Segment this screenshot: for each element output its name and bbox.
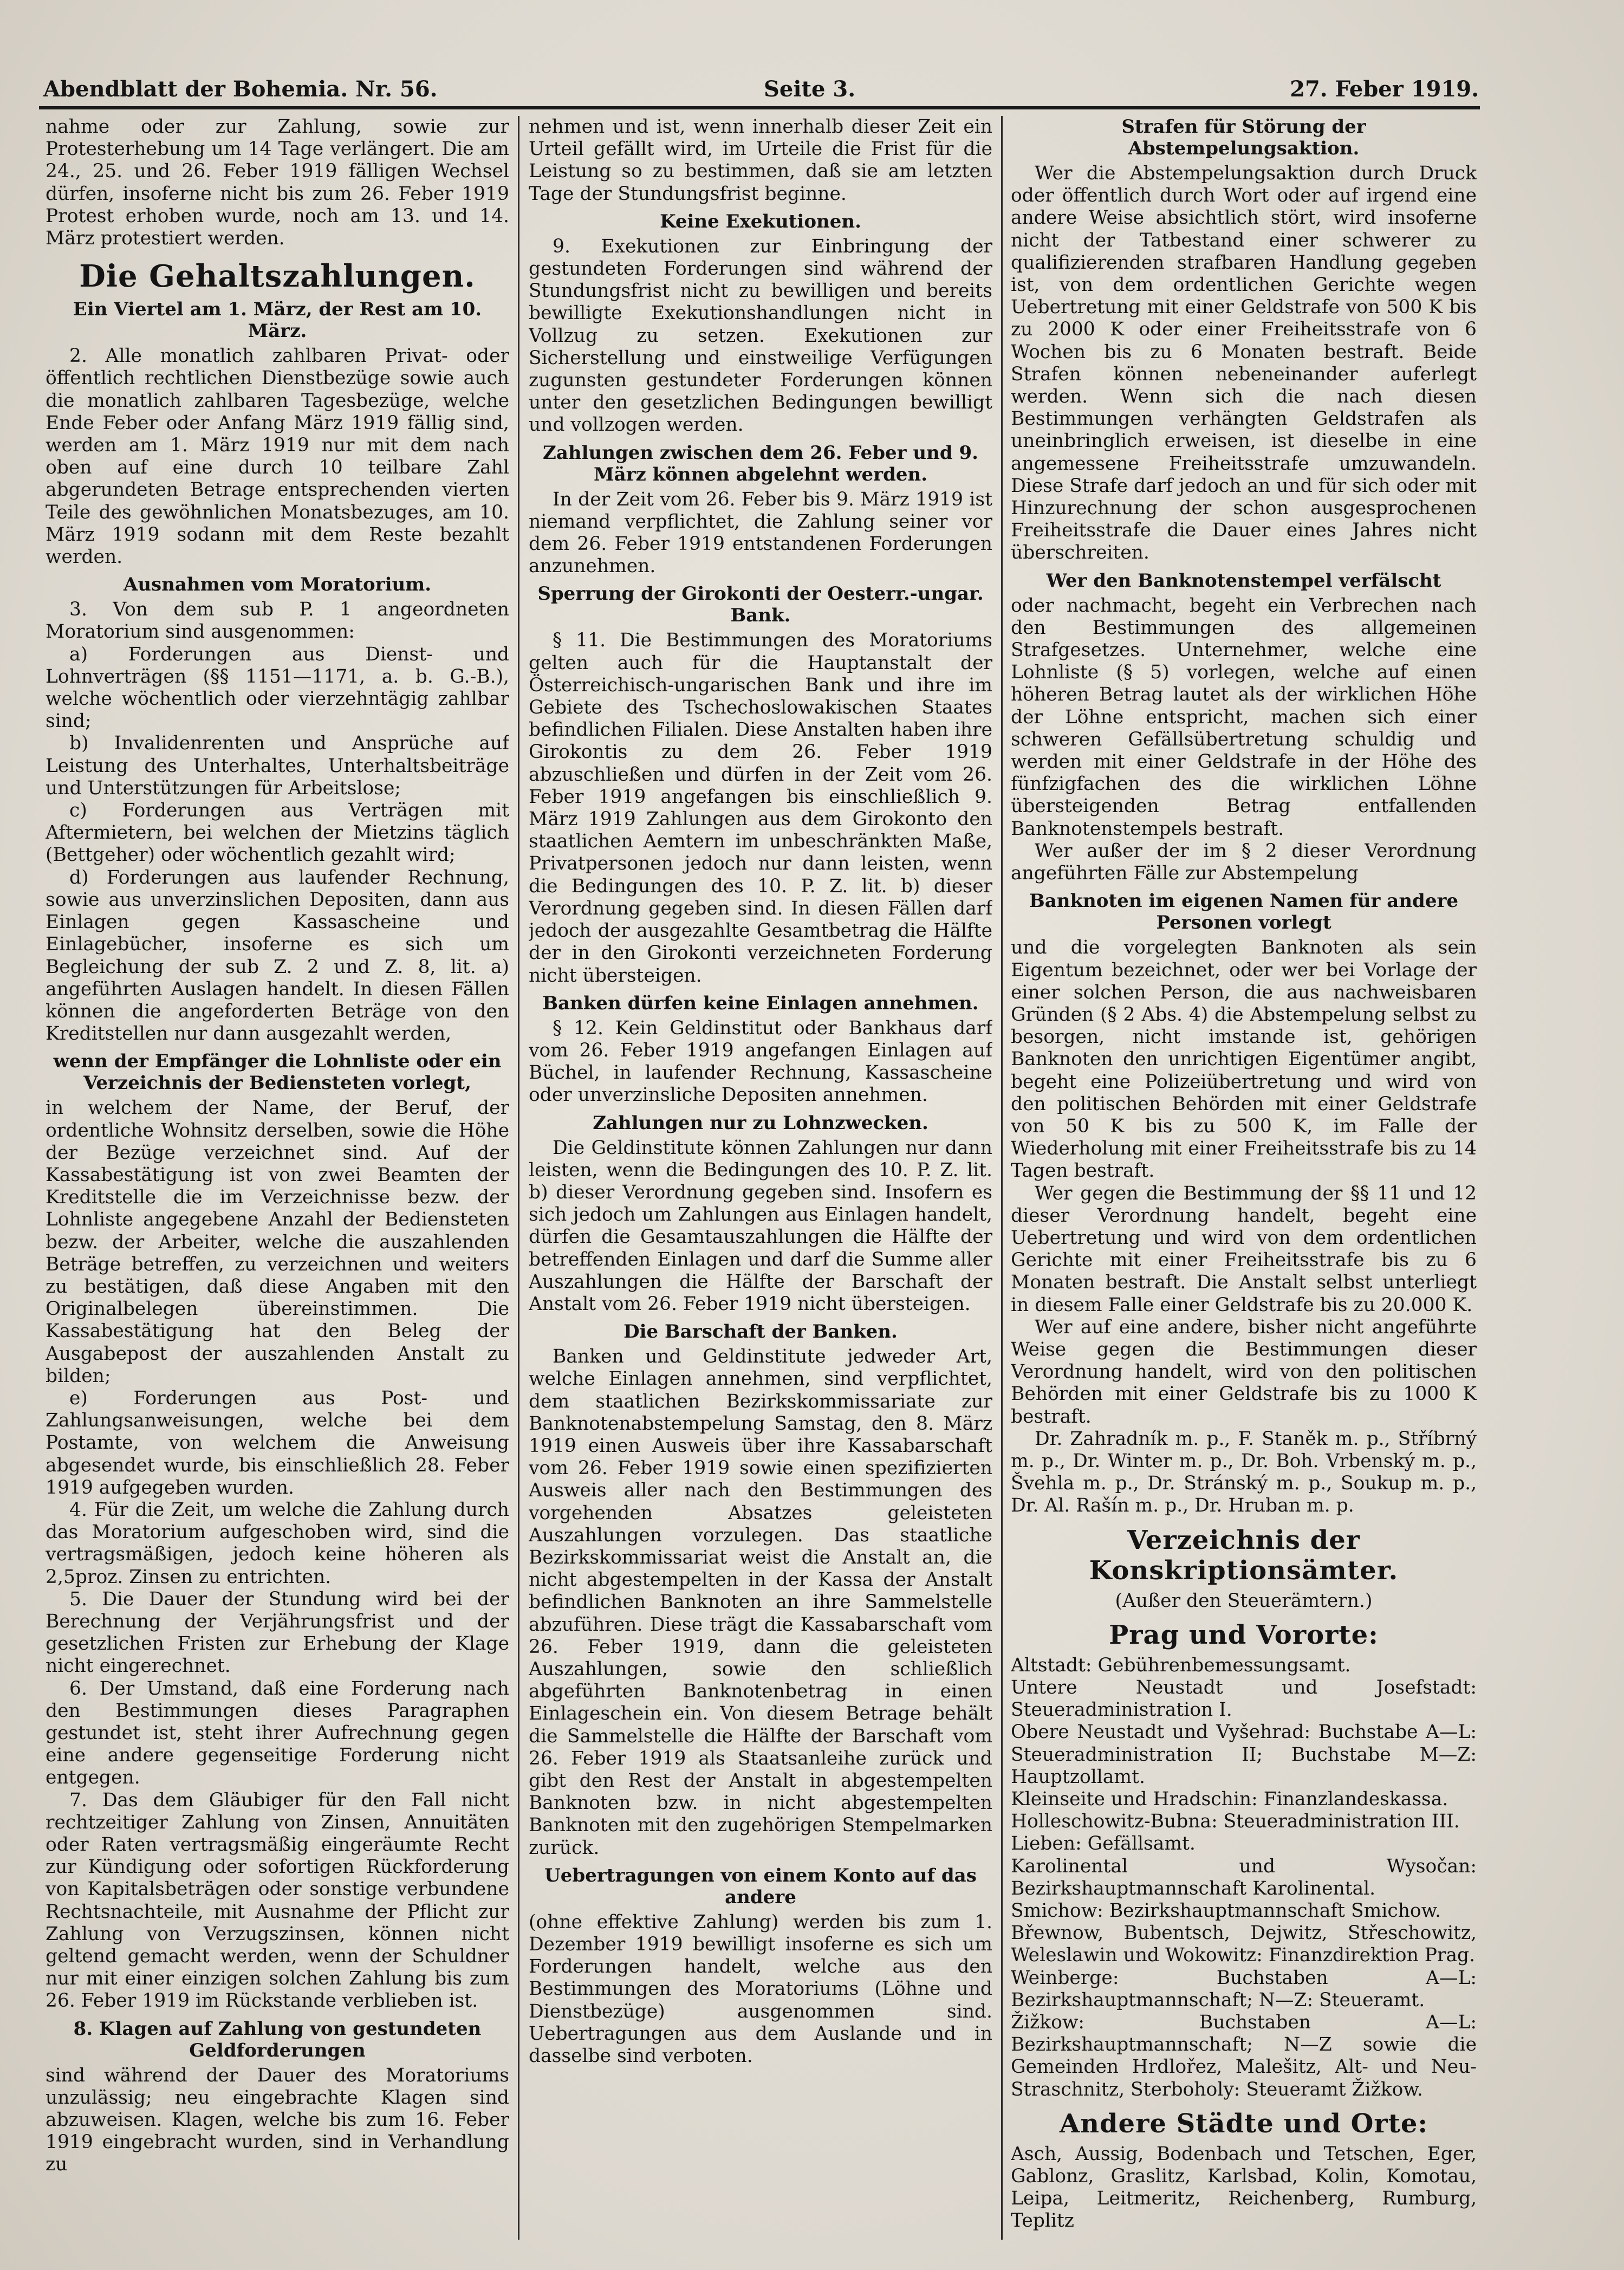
paragraph: In der Zeit vom 26. Feber bis 9. März 1919 ist niemand verpflichtet, die Zahlung seiner vor dem 26. Feber 1919 entstandenen Forderungen anzunehmen. xyxy=(529,488,992,578)
list-item: Lieben: Gefällsamt. xyxy=(1011,1833,1196,1855)
paragraph: Wer die Abstempelungsaktion durch Druck oder öffentlich durch Wort oder auf irgend eine andere Weise absichtlich stört, wird insoferne nicht der Tatbestand einer schwerer zu qualifizierenden strafbaren Handlung gegeben ist, von dem ordentlichen Gerichte wegen Uebertretung mit einer Geldstrafe von 500 K bis zu 2000 K oder einer Freiheitsstrafe von 6 Wochen bis zu 6 Monaten bestraft. Beide Strafen können nebeneinander auferlegt werden. Wenn sich die nach diesen Bestimmungen verhängten Geldstrafen als uneinbringlich erweisen, ist dieselbe in eine angemessene Freiheitsstrafe umzuwandeln. Diese Strafe darf jedoch an und für sich oder mit Hinzurechnung der schon ausgesprochenen Freiheitsstrafe die Dauer eines Jahres nicht überschreiten. xyxy=(1011,163,1477,564)
paragraph: 7. Das dem Gläubiger für den Fall nicht rechtzeitiger Zahlung von Zinsen, Annuitäten oder Raten vertragsmäßig eingeräumte Recht zur Kündigung oder sofortigen Rückforderung von Kapitalsbeträgen oder sonstige verbundene Rechtsnachteile, mit Ausnahme der Pflicht zur Zahlung von Verzugszinsen, können nicht geltend gemacht werden, wenn der Schuldner nur mit einer einzigen solchen Zahlung bis zum 26. Feber 1919 im Rückstande verblieben ist. xyxy=(46,1789,509,2012)
paragraph: nahme oder zur Zahlung, sowie zur Protesterhebung um 14 Tage verlängert. Die am 24., 25. und 26. Feber 1919 fälligen Wechsel dürfen, insoferne nicht bis zum 26. Feber 1919 Protest erhoben wurde, noch am 13. und 14. März protestiert werden. xyxy=(46,116,509,250)
header-rule xyxy=(39,106,1480,109)
list-item: Obere Neustadt und Vyšehrad: Buchstabe A—L: Steueradministration II; Buchstabe M—Z: Hauptzollamt. xyxy=(1011,1721,1477,1788)
paragraph: Wer gegen die Bestimmung der §§ 11 und 12 dieser Verordnung handelt, begeht eine Uebertretung und wird von dem ordentlichen Gerichte mit einer Freiheitsstrafe bis zu 6 Monaten bestraft. Die Anstalt selbst unterliegt in diesem Falle einer Geldstrafe bis zu 20.000 K. xyxy=(1011,1182,1477,1316)
paragraph: a) Forderungen aus Dienst- und Lohnverträgen (§§ 1151—1171, a. b. G.-B.), welche wöchentlich oder vierzehntägig zahlbar sind; xyxy=(46,643,509,732)
paragraph: c) Forderungen aus Verträgen mit Aftermietern, bei welchen der Mietzins täglich (Bettgeher) oder wöchentlich gezahlt wird; xyxy=(46,800,509,866)
section-heading: Verzeichnis der Konskriptionsämter. xyxy=(1089,1525,1399,1586)
header-date: 27. Feber 1919. xyxy=(1290,76,1479,102)
paragraph: sind während der Dauer des Moratoriums unzulässig; neu eingebrachte Klagen sind abzuweisen. Klagen, welche bis zum 16. Feber 1919 eingebracht wurden, sind in Verhandlung zu xyxy=(46,2064,509,2176)
paragraph: in welchem der Name, der Beruf, der ordentliche Wohnsitz derselben, sowie die Höhe der Bezüge verzeichnet sind. Auf der Kassabestätigung ist von zwei Beamten der Kreditstelle die im Verzeichnisse bezw. der Lohnliste angegebene Anzahl der Bediensteten bezw. der Arbeiter, welche die auszahlenden Beträge betreffen, zu verzeichnen und weiters zu bestätigen, daß diese Angaben mit den Originalbelegen übereinstimmen. Die Kassabestätigung hat den Beleg der Ausgabepost der auszahlenden Anstalt zu bilden; xyxy=(46,1097,509,1387)
section-heading: Andere Städte und Orte: xyxy=(1059,2108,1428,2139)
section-heading: Prag und Vororte: xyxy=(1109,1619,1379,1650)
sub-heading: 8. Klagen auf Zahlung von gestundeten Geldforderungen xyxy=(73,2018,482,2061)
list-item: Smichow: Bezirkshauptmannschaft Smichow. xyxy=(1011,1900,1441,1922)
paragraph: Wer außer der im § 2 dieser Verordnung angeführten Fälle zur Abstempelung xyxy=(1011,840,1477,885)
sub-heading: Strafen für Störung der Abstempelungsaktion. xyxy=(1121,116,1366,159)
section-subtitle: (Außer den Steuerämtern.) xyxy=(1115,1590,1373,1612)
sub-heading: Uebertragungen von einem Konto auf das andere xyxy=(544,1864,977,1908)
list-item: Břewnow, Bubentsch, Dejwitz, Střeschowitz, Weleslawin und Wokowitz: Finanzdirektion Prag. xyxy=(1011,1922,1477,1967)
sub-heading: Ausnahmen vom Moratorium. xyxy=(123,574,432,596)
paragraph: d) Forderungen aus laufender Rechnung, sowie aus unverzinslichen Depositen, dann aus Einlagen gegen Kassascheine und Einlagebücher, insoferne es sich um Begleichung der sub Z. 2 und Z. 8, lit. a) angeführten Auslagen handelt. In diesen Fällen können die angeforderten Beträge von den Kreditstellen nur dann ausgezahlt werden, xyxy=(46,866,509,1045)
paragraph: § 11. Die Bestimmungen des Moratoriums gelten auch für die Hauptanstalt der Österreichisch-ungarischen Bank und ihre im Gebiete des Tschechoslowakischen Staates befindlichen Filialen. Diese Anstalten haben ihre Girokontis zu dem 26. Feber 1919 abzuschließen und dürfen in der Zeit vom 26. Feber 1919 angefangen bis einschließlich 9. März 1919 Zahlungen aus dem Girokonto den staatlichen Aemtern im unbeschränkten Maße, Privatpersonen jedoch nur dann leisten, wenn die Bedingungen des 10. P. Z. lit. b) dieser Verordnung gegeben sind. In diesen Fällen darf jedoch der ausgezahlte Gesamtbetrag die Hälfte der in den Girokonti verzeichneten Forderung nicht übersteigen. xyxy=(529,630,992,987)
paragraph: b) Invalidenrenten und Ansprüche auf Leistung des Unterhaltes, Unterhaltsbeiträge und Unterstützungen für Arbeitslose; xyxy=(46,732,509,799)
paragraph: nehmen und ist, wenn innerhalb dieser Zeit ein Urteil gefällt wird, im Urteile die Frist für die Leistung so zu bestimmen, daß sie am letzten Tage der Stundungsfrist beginne. xyxy=(529,116,992,205)
sub-heading: Banken dürfen keine Einlagen annehmen. xyxy=(542,992,979,1014)
paragraph: 6. Der Umstand, daß eine Forderung nach den Bestimmungen dieses Paragraphen gestundet ist, steht ihrer Aufrechnung gegen eine andere gegenseitige Forderung nicht entgegen. xyxy=(46,1677,509,1789)
paragraph: Wer auf eine andere, bisher nicht angeführte Weise gegen die Bestimmungen dieser Verordnung handelt, wird von den politischen Behörden mit einer Geldstrafe bis zu 1000 K bestraft. xyxy=(1011,1316,1477,1428)
column-2 xyxy=(529,116,992,2245)
column-divider xyxy=(518,116,519,2240)
page-header xyxy=(43,69,1479,102)
paragraph: 9. Exekutionen zur Einbringung der gestundeten Forderungen sind während der Stundungsfrist nicht zu bewilligen und bereits bewilligte Exekutionshandlungen nicht in Vollzug zu setzen. Exekutionen zur Sicherstellung und einstweilige Verfügungen zugunsten gestundeter Forderungen können unter den gesetzlichen Bedingungen bewilligt und vollzogen werden. xyxy=(529,235,992,436)
sub-heading: Zahlungen zwischen dem 26. Feber und 9. März können abgelehnt werden. xyxy=(543,442,978,485)
section-heading: Die Gehaltszahlungen. xyxy=(79,258,476,295)
list-item: Karolinental und Wysočan: Bezirkshauptmannschaft Karolinental. xyxy=(1011,1855,1477,1899)
paragraph: 3. Von dem sub P. 1 angeordneten Moratorium sind ausgenommen: xyxy=(46,599,509,643)
sub-heading: Die Barschaft der Banken. xyxy=(623,1321,898,1343)
paragraph: oder nachmacht, begeht ein Verbrechen nach den Bestimmungen des allgemeinen Strafgesetzes. Unternehmer, welche eine Lohnliste (§ 5) vorlegen, welche auf einen höheren Betrag lautet als der wirklichen Höhe der Löhne entspricht, machen sich einer schweren Gefällsübertretung schuldig und werden mit einer Geldstrafe in der Höhe des fünfzigfachen des die wirklichen Löhne übersteigenden Betrag entfallenden Banknotenstempels bestraft. xyxy=(1011,594,1477,840)
paragraph: Banken und Geldinstitute jedweder Art, welche Einlagen annehmen, sind verpflichtet, dem staatlichen Bezirkskommissariate zur Banknotenabstempelung Samstag, den 8. März 1919 einen Ausweis über ihre Kassabarschaft vom 26. Feber 1919 sowie einen spezifizierten Ausweis aller nach den Bestimmungen des vorgehenden Absatzes geleisteten Auszahlungen vorzulegen. Das staatliche Bezirkskommissariat weist die Anstalt an, die nicht abgestempelten in der Kassa der Anstalt befindlichen Banknoten an ihre Sammelstelle abzuführen. Diese trägt die Kassabarschaft vom 26. Feber 1919, dann die geleisteten Auszahlungen, sowie den schließlich abgeführten Banknotenbetrag in einen Einlageschein ein. Von diesem Betrage behält die Sammelstelle die Hälfte der Barschaft vom 26. Feber 1919 als Staatsanleihe zurück und gibt den Rest der Anstalt in abgestempelten Banknoten bzw. in nicht abgestempelten Banknoten mit den zugehörigen Stempelmarken zurück. xyxy=(529,1346,992,1859)
list-item: Žižkow: Buchstaben A—L: Bezirkshauptmannschaft; N—Z sowie die Gemeinden Hrdlořez, Malešitz, Alt- und Neu-Straschnitz, Sterboholy: Steueramt Žižkow. xyxy=(1011,2012,1477,2100)
list-item: Weinberge: Buchstaben A—L: Bezirkshauptmannschaft; N—Z: Steueramt. xyxy=(1011,1967,1477,2011)
list-item: Altstadt: Gebührenbemessungsamt. xyxy=(1011,1654,1351,1676)
paragraph: 5. Die Dauer der Stundung wird bei der Berechnung der Verjährungsfrist und der gesetzlichen Fristen zur Erhebung der Klage nicht eingerechnet. xyxy=(46,1588,509,1677)
sub-heading: Wer den Banknotenstempel verfälscht xyxy=(1046,569,1441,592)
paragraph: (ohne effektive Zahlung) werden bis zum 1. Dezember 1919 bewilligt insoferne es sich um Forderungen handelt, welche aus den Bestimmungen des Moratoriums (Löhne und Dienstbezüge) ausgenommen sind. Uebertragungen aus dem Auslande und in dasselbe sind verboten. xyxy=(529,1911,992,2067)
list-item: Untere Neustadt und Josefstadt: Steueradministration I. xyxy=(1011,1676,1477,1721)
sub-heading: Ein Viertel am 1. März, der Rest am 10. März. xyxy=(73,299,482,342)
sub-heading: Zahlungen nur zu Lohnzwecken. xyxy=(593,1112,928,1134)
column-divider xyxy=(1001,116,1003,2240)
list-item: Holleschowitz-Bubna: Steueradministration III. xyxy=(1011,1811,1460,1833)
paragraph: 4. Für die Zeit, um welche die Zahlung durch das Moratorium aufgeschoben wird, sind die vertragsmäßigen, jedoch keine höheren als 2,5proz. Zinsen zu entrichten. xyxy=(46,1499,509,1588)
paragraph: Asch, Aussig, Bodenbach und Tetschen, Eger, Gablonz, Graslitz, Karlsbad, Kolin, Komotau, Leipa, Leitmeritz, Reichenberg, Rumburg, Teplitz xyxy=(1011,2143,1477,2232)
signatures: Dr. Zahradník m. p., F. Staněk m. p., Stříbrný m. p., Dr. Winter m. p., Dr. Boh. Vrbenský m. p., Švehla m. p., Dr. Stránský m. p., Soukup m. p., Dr. Al. Rašín m. p., Dr. Hruban m. p. xyxy=(1011,1428,1477,1517)
paragraph: e) Forderungen aus Post- und Zahlungsanweisungen, welche bei dem Postamte, von welchem die Anweisung abgesendet wurde, bis einschließlich 28. Feber 1919 aufgegeben wurden. xyxy=(46,1387,509,1499)
sub-heading: Keine Exekutionen. xyxy=(660,210,861,232)
header-masthead: Abendblatt der Bohemia. Nr. 56. xyxy=(43,76,438,102)
paragraph: § 12. Kein Geldinstitut oder Bankhaus darf vom 26. Feber 1919 angefangen Einlagen auf Büchel, in laufender Rechnung, Kassascheine oder unverzinsliche Depositen annehmen. xyxy=(529,1017,992,1106)
header-page-number: Seite 3. xyxy=(764,76,856,102)
office-list xyxy=(1011,1655,1477,2101)
column-3 xyxy=(1011,116,1477,2245)
paragraph: Die Geldinstitute können Zahlungen nur dann leisten, wenn die Bedingungen des 10. P. Z. lit. b) dieser Verordnung gegeben sind. Insofern es sich jedoch um Zahlungen aus Einlagen handelt, dürfen die Gesamtauszahlungen die Hälfte der betreffenden Einlagen und darf die Summe aller Auszahlungen die Hälfte der Barschaft der Anstalt vom 26. Feber 1919 nicht übersteigen. xyxy=(529,1137,992,1315)
sub-heading: Banknoten im eigenen Namen für andere Personen vorlegt xyxy=(1029,890,1458,934)
sub-heading: wenn der Empfänger die Lohnliste oder ein Verzeichnis der Bediensteten vorlegt, xyxy=(53,1050,502,1094)
column-1 xyxy=(46,116,509,2245)
list-item: Kleinseite und Hradschin: Finanzlandeskassa. xyxy=(1011,1788,1448,1810)
sub-heading: Sperrung der Girokonti der Oesterr.-ungar. Bank. xyxy=(537,583,984,627)
paragraph: und die vorgelegten Banknoten als sein Eigentum bezeichnet, oder wer bei Vorlage der einer solchen Person, die aus nachweisbaren Gründen (§ 2 Abs. 4) die Abstempelung selbst zu besorgen, nicht imstande ist, gehörigen Banknoten den unrichtigen Eigentümer angibt, begeht eine Polizeiübertretung und wird von den politischen Behörden mit einer Geldstrafe von 50 K bis zu 500 K, im Falle der Wiederholung mit einer Freiheitsstrafe bis zu 14 Tagen bestraft. xyxy=(1011,937,1477,1182)
paragraph: 2. Alle monatlich zahlbaren Privat- oder öffentlich rechtlichen Dienstbezüge sowie auch die monatlich zahlbaren Tagesbezüge, welche Ende Feber oder Anfang März 1919 fällig sind, werden am 1. März 1919 nur mit dem nach oben auf eine durch 10 teilbare Zahl abgerundeten Betrage entsprechenden vierten Teile des gewöhnlichen Monatsbezuges, am 10. März 1919 sodann mit dem Reste bezahlt werden. xyxy=(46,345,509,568)
